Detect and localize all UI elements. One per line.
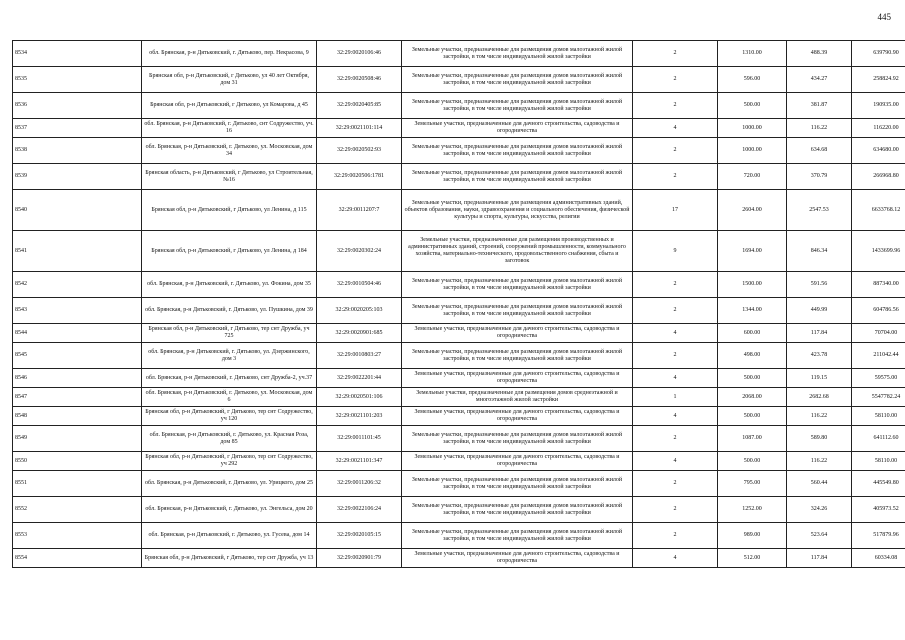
table-row: [13, 138, 905, 164]
specific-value-cell: 117.84: [787, 324, 852, 343]
table-row: [13, 298, 905, 324]
cadastral-number-cell: 32:29:0020508:46: [317, 67, 402, 93]
cadastral-value-cell: 190935.00: [852, 93, 905, 119]
use-group-cell: 2: [633, 471, 718, 497]
area-cell: 1087.00: [718, 426, 787, 452]
area-cell: 600.00: [718, 324, 787, 343]
area-cell: 500.00: [718, 369, 787, 388]
address-cell: Брянская обл, р-н Дятьковский, г Дятьково, тер снт Содружество, уч 292: [142, 452, 317, 471]
area-cell: 2604.00: [718, 190, 787, 231]
row-number-cell: 8543: [13, 298, 142, 324]
cadastral-value-cell: 887340.00: [852, 272, 905, 298]
use-group-cell: 9: [633, 231, 718, 272]
area-cell: 720.00: [718, 164, 787, 190]
table-row: [13, 471, 905, 497]
area-cell: 1344.00: [718, 298, 787, 324]
table-row: [13, 452, 905, 471]
land-use-cell: Земельные участки, предназначенные для размещения домов малоэтажной жилой застройки, в том числе индивидуальной жилой застройки: [402, 164, 633, 190]
cadastral-number-cell: 32:29:0010803:27: [317, 343, 402, 369]
specific-value-cell: 449.99: [787, 298, 852, 324]
land-use-cell: Земельные участки, предназначенные для размещения домов малоэтажной жилой застройки, в том числе индивидуальной жилой застройки: [402, 426, 633, 452]
use-group-cell: 4: [633, 549, 718, 568]
address-cell: обл. Брянская, р-н Дятьковский, г. Дятьково, ул. Урицкого, дом 25: [142, 471, 317, 497]
land-use-cell: Земельные участки, предназначенные для размещения домов малоэтажной жилой застройки, в том числе индивидуальной жилой застройки: [402, 298, 633, 324]
table-row: [13, 41, 905, 67]
specific-value-cell: 370.79: [787, 164, 852, 190]
specific-value-cell: 634.68: [787, 138, 852, 164]
area-cell: 1694.00: [718, 231, 787, 272]
specific-value-cell: 116.22: [787, 452, 852, 471]
row-number-cell: 8547: [13, 388, 142, 407]
cadastral-value-cell: 59575.00: [852, 369, 905, 388]
specific-value-cell: 116.22: [787, 119, 852, 138]
row-number-cell: 8536: [13, 93, 142, 119]
use-group-cell: 2: [633, 67, 718, 93]
specific-value-cell: 117.84: [787, 549, 852, 568]
use-group-cell: 4: [633, 452, 718, 471]
cadastral-value-cell: 211042.44: [852, 343, 905, 369]
row-number-cell: 8548: [13, 407, 142, 426]
specific-value-cell: 2682.68: [787, 388, 852, 407]
cadastral-number-cell: 32:29:0011206:32: [317, 471, 402, 497]
row-number-cell: 8553: [13, 523, 142, 549]
address-cell: обл. Брянская, р-н Дятьковский, г. Дятьково, пер. Некрасова, 9: [142, 41, 317, 67]
cadastral-value-cell: 405973.52: [852, 497, 905, 523]
specific-value-cell: 434.27: [787, 67, 852, 93]
cadastral-number-cell: 32:29:0021101:203: [317, 407, 402, 426]
specific-value-cell: 846.34: [787, 231, 852, 272]
land-use-cell: Земельные участки, предназначенные для размещения производственных и административных зданий, строений, сооружений промышленности, коммунального хозяйства, материально-технического, продовольственного снабжения, сбыта и заготовок: [402, 231, 633, 272]
row-number-cell: 8552: [13, 497, 142, 523]
cadastral-value-cell: 604786.56: [852, 298, 905, 324]
area-cell: 512.00: [718, 549, 787, 568]
cadastral-number-cell: 32:29:0020502:93: [317, 138, 402, 164]
row-number-cell: 8550: [13, 452, 142, 471]
use-group-cell: 2: [633, 93, 718, 119]
area-cell: 1252.00: [718, 497, 787, 523]
cadastral-number-cell: 32:29:0021101:347: [317, 452, 402, 471]
page-number: 445: [877, 12, 891, 22]
cadastral-number-cell: 32:29:0010504:46: [317, 272, 402, 298]
area-cell: 1310.00: [718, 41, 787, 67]
use-group-cell: 17: [633, 190, 718, 231]
specific-value-cell: 488.39: [787, 41, 852, 67]
area-cell: 596.00: [718, 67, 787, 93]
cadastral-number-cell: 32:29:0020501:106: [317, 388, 402, 407]
use-group-cell: 2: [633, 497, 718, 523]
use-group-cell: 2: [633, 523, 718, 549]
cadastral-value-cell: 60334.08: [852, 549, 905, 568]
use-group-cell: 2: [633, 138, 718, 164]
cadastral-value-cell: 639790.90: [852, 41, 905, 67]
table-row: [13, 426, 905, 452]
row-number-cell: 8551: [13, 471, 142, 497]
row-number-cell: 8545: [13, 343, 142, 369]
cadastral-number-cell: 32:29:0022106:24: [317, 497, 402, 523]
area-cell: 1000.00: [718, 119, 787, 138]
address-cell: обл. Брянская, р-н Дятьковский, г. Дятьково, ул. Московская, дом 6: [142, 388, 317, 407]
area-cell: 795.00: [718, 471, 787, 497]
cadastral-number-cell: 32:29:0020302:24: [317, 231, 402, 272]
table-row: [13, 523, 905, 549]
row-number-cell: 8534: [13, 41, 142, 67]
cadastral-value-cell: 58110.00: [852, 407, 905, 426]
row-number-cell: 8546: [13, 369, 142, 388]
address-cell: обл. Брянская, р-н Дятьковский, г. Дятьково, снт Дружба-2, уч.37: [142, 369, 317, 388]
table-row: [13, 369, 905, 388]
specific-value-cell: 116.22: [787, 407, 852, 426]
cadastral-value-cell: 70704.00: [852, 324, 905, 343]
row-number-cell: 8542: [13, 272, 142, 298]
use-group-cell: 4: [633, 407, 718, 426]
row-number-cell: 8535: [13, 67, 142, 93]
cadastral-number-cell: 32:29:0020106:46: [317, 41, 402, 67]
address-cell: обл. Брянская, р-н Дятьковский, г. Дятьково, снт Содружество, уч. 16: [142, 119, 317, 138]
cadastral-number-cell: 32:29:0020105:15: [317, 523, 402, 549]
specific-value-cell: 324.26: [787, 497, 852, 523]
cadastral-number-cell: 32:29:0020901:685: [317, 324, 402, 343]
cadastral-value-cell: 116220.00: [852, 119, 905, 138]
cadastral-value-cell: 6633768.12: [852, 190, 905, 231]
table-body: [13, 41, 905, 568]
address-cell: Брянская обл, р-н Дятьковский, г Дятьково, тер снт Дружба, уч 725: [142, 324, 317, 343]
address-cell: обл. Брянская, р-н Дятьковский, г. Дятьково, ул. Дзержинского, дом 3: [142, 343, 317, 369]
address-cell: Брянская обл, р-н Дятьковский, г Дятьково, ул Комарова, д 45: [142, 93, 317, 119]
land-use-cell: Земельные участки, предназначенные для размещения административных зданий, объектов образования, науки, здравоохранения и социального обеспечения, физической культуры и спорта, культуры, искусства, религии: [402, 190, 633, 231]
cadastral-value-cell: 58110.00: [852, 452, 905, 471]
address-cell: обл. Брянская, р-н Дятьковский, г. Дятьково, ул. Гусева, дом 14: [142, 523, 317, 549]
use-group-cell: 4: [633, 324, 718, 343]
cadastral-number-cell: 32:29:0011207:7: [317, 190, 402, 231]
table-row: [13, 343, 905, 369]
use-group-cell: 2: [633, 164, 718, 190]
row-number-cell: 8544: [13, 324, 142, 343]
specific-value-cell: 2547.53: [787, 190, 852, 231]
table-row: [13, 549, 905, 568]
use-group-cell: 4: [633, 119, 718, 138]
specific-value-cell: 591.56: [787, 272, 852, 298]
address-cell: обл. Брянская, р-н Дятьковский, г. Дятьково, ул. Энгельса, дом 20: [142, 497, 317, 523]
row-number-cell: 8549: [13, 426, 142, 452]
table-row: [13, 93, 905, 119]
area-cell: 498.00: [718, 343, 787, 369]
row-number-cell: 8537: [13, 119, 142, 138]
use-group-cell: 2: [633, 41, 718, 67]
specific-value-cell: 423.78: [787, 343, 852, 369]
cadastral-value-cell: 445549.80: [852, 471, 905, 497]
row-number-cell: 8539: [13, 164, 142, 190]
specific-value-cell: 589.80: [787, 426, 852, 452]
cadastral-number-cell: 32:29:0020901:79: [317, 549, 402, 568]
land-use-cell: Земельные участки, предназначенные для дачного строительства, садоводства и огородничества: [402, 407, 633, 426]
land-use-cell: Земельные участки, предназначенные для размещения домов малоэтажной жилой застройки, в том числе индивидуальной жилой застройки: [402, 471, 633, 497]
area-cell: 1500.00: [718, 272, 787, 298]
row-number-cell: 8538: [13, 138, 142, 164]
use-group-cell: 2: [633, 272, 718, 298]
cadastral-number-cell: 32:29:0020405:85: [317, 93, 402, 119]
address-cell: обл. Брянская, р-н Дятьковский, г. Дятьково, ул. Пушкина, дом 39: [142, 298, 317, 324]
specific-value-cell: 119.15: [787, 369, 852, 388]
table-row: [13, 67, 905, 93]
area-cell: 500.00: [718, 93, 787, 119]
land-use-cell: Земельные участки, предназначенные для размещения домов малоэтажной жилой застройки, в том числе индивидуальной жилой застройки: [402, 93, 633, 119]
use-group-cell: 1: [633, 388, 718, 407]
land-use-cell: Земельные участки, предназначенные для размещения домов малоэтажной жилой застройки, в том числе индивидуальной жилой застройки: [402, 272, 633, 298]
cadastral-value-cell: 258824.92: [852, 67, 905, 93]
area-cell: 989.00: [718, 523, 787, 549]
area-cell: 2068.00: [718, 388, 787, 407]
land-use-cell: Земельные участки, предназначенные для размещения домов малоэтажной жилой застройки, в том числе индивидуальной жилой застройки: [402, 343, 633, 369]
address-cell: обл. Брянская, р-н Дятьковский, г. Дятьково, ул. Красная Роза, дом 85: [142, 426, 317, 452]
cadastral-number-cell: 32:29:0021101:114: [317, 119, 402, 138]
land-use-cell: Земельные участки, предназначенные для размещения домов малоэтажной жилой застройки, в том числе индивидуальной жилой застройки: [402, 523, 633, 549]
cadastral-value-cell: 5547782.24: [852, 388, 905, 407]
cadastral-value-cell: 266968.80: [852, 164, 905, 190]
row-number-cell: 8554: [13, 549, 142, 568]
cadastral-value-cell: 641112.60: [852, 426, 905, 452]
cadastral-value-cell: 634680.00: [852, 138, 905, 164]
table-row: [13, 497, 905, 523]
row-number-cell: 8541: [13, 231, 142, 272]
address-cell: обл. Брянская, р-н Дятьковский, г. Дятьково, ул. Фокина, дом 35: [142, 272, 317, 298]
specific-value-cell: 560.44: [787, 471, 852, 497]
specific-value-cell: 381.87: [787, 93, 852, 119]
cadastral-number-cell: 32:29:0020205:103: [317, 298, 402, 324]
use-group-cell: 4: [633, 369, 718, 388]
address-cell: Брянская обл, р-н Дятьковский, г Дятьково, ул Ленина, д 115: [142, 190, 317, 231]
specific-value-cell: 523.64: [787, 523, 852, 549]
table-row: [13, 388, 905, 407]
cadastral-number-cell: 32:29:0011101:45: [317, 426, 402, 452]
land-use-cell: Земельные участки, предназначенные для размещения домов малоэтажной жилой застройки, в том числе индивидуальной жилой застройки: [402, 67, 633, 93]
row-number-cell: 8540: [13, 190, 142, 231]
use-group-cell: 2: [633, 426, 718, 452]
area-cell: 500.00: [718, 407, 787, 426]
table-row: [13, 407, 905, 426]
land-use-cell: Земельные участки, предназначенные для дачного строительства, садоводства и огородничества: [402, 452, 633, 471]
table-row: [13, 324, 905, 343]
cadastral-number-cell: 32:29:0022201:44: [317, 369, 402, 388]
land-use-cell: Земельные участки, предназначенные для размещения домов малоэтажной жилой застройки, в том числе индивидуальной жилой застройки: [402, 138, 633, 164]
use-group-cell: 2: [633, 298, 718, 324]
land-use-cell: Земельные участки, предназначенные для размещения домов малоэтажной жилой застройки, в том числе индивидуальной жилой застройки: [402, 41, 633, 67]
land-use-cell: Земельные участки, предназначенные для дачного строительства, садоводства и огородничества: [402, 119, 633, 138]
address-cell: Брянская обл, р-н Дятьковский, г Дятьково, ул 40 лет Октября, дом 31: [142, 67, 317, 93]
land-use-cell: Земельные участки, предназначенные для размещения домов малоэтажной жилой застройки, в том числе индивидуальной жилой застройки: [402, 497, 633, 523]
land-use-cell: Земельные участки, предназначенные для дачного строительства, садоводства и огородничества: [402, 549, 633, 568]
table-row: [13, 272, 905, 298]
land-use-cell: Земельные участки, предназначенные для дачного строительства, садоводства и огородничества: [402, 324, 633, 343]
address-cell: Брянская обл, р-н Дятьковский, г Дятьково, тер снт Дружба, уч 13: [142, 549, 317, 568]
land-use-cell: Земельные участки, предназначенные для размещения домов среднеэтажной и многоэтажной жилой застройки: [402, 388, 633, 407]
address-cell: Брянская область, р-н Дятьковский, г Дятьково, ул Строительная, №16: [142, 164, 317, 190]
cadastral-number-cell: 32:29:0020506:1781: [317, 164, 402, 190]
address-cell: Брянская обл, р-н Дятьковский, г Дятьково, тер снт Содружество, уч 120: [142, 407, 317, 426]
table-row: [13, 190, 905, 231]
area-cell: 500.00: [718, 452, 787, 471]
table-row: [13, 119, 905, 138]
area-cell: 1000.00: [718, 138, 787, 164]
use-group-cell: 2: [633, 343, 718, 369]
cadastral-value-cell: 517879.96: [852, 523, 905, 549]
address-cell: обл. Брянская, р-н Дятьковский, г. Дятьково, ул. Московская, дом 34: [142, 138, 317, 164]
address-cell: Брянская обл, р-н Дятьковский, г Дятьково, ул Ленина, д 184: [142, 231, 317, 272]
land-use-cell: Земельные участки, предназначенные для дачного строительства, садоводства и огородничества: [402, 369, 633, 388]
cadastral-value-cell: 1433699.96: [852, 231, 905, 272]
table-row: [13, 231, 905, 272]
table-row: [13, 164, 905, 190]
cadastral-value-table: [12, 40, 905, 568]
